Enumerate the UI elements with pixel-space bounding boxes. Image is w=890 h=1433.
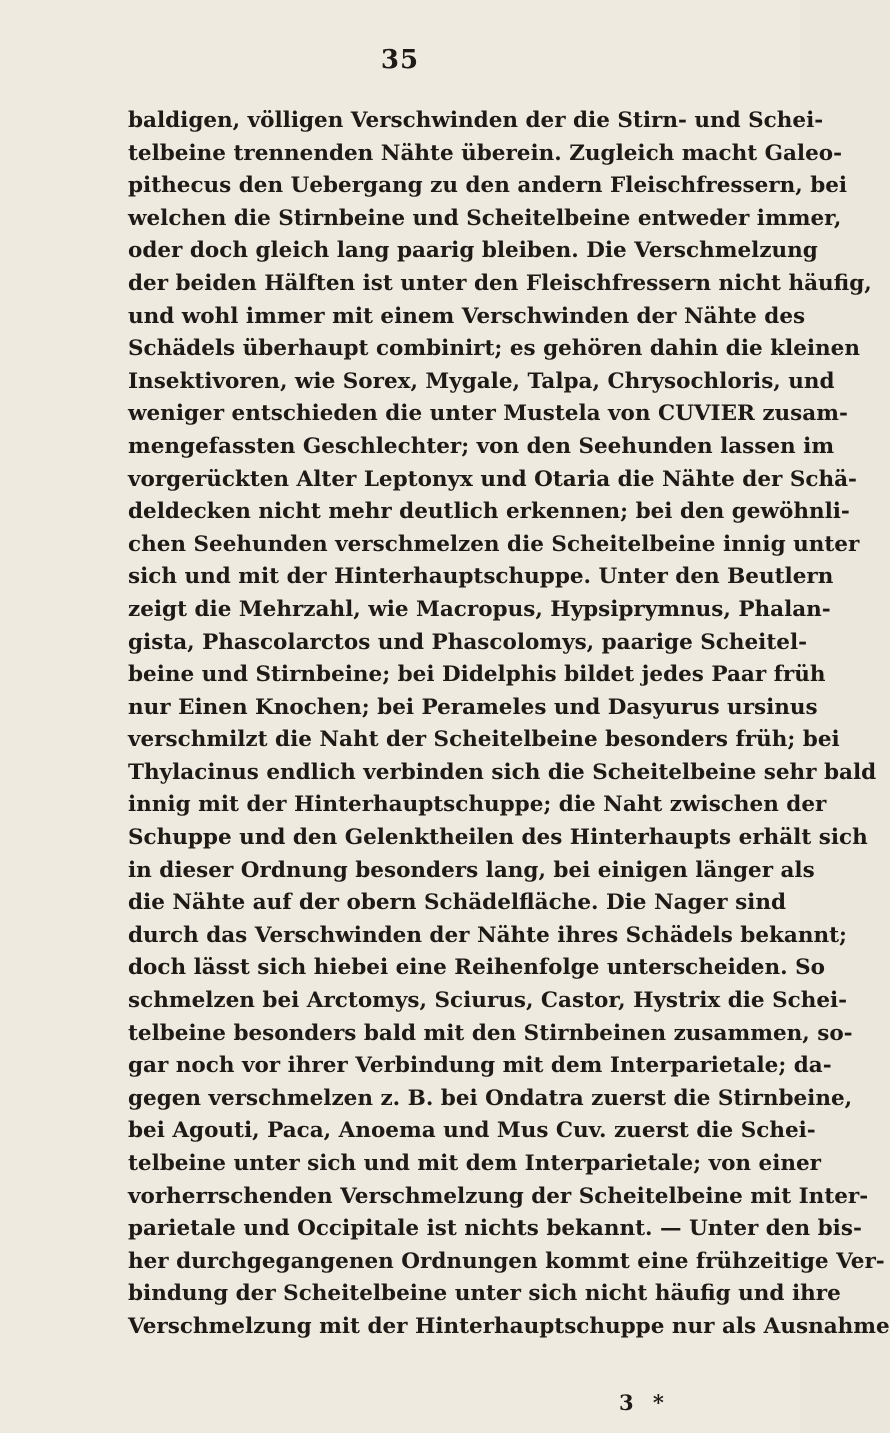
text-line: verschmilzt die Naht der Scheitelbeine besonders früh; bei	[128, 727, 840, 753]
text-line: pithecus den Uebergang zu den andern Fleischfressern, bei	[128, 173, 848, 199]
text-line: innig mit der Hinterhauptschuppe; die Naht zwischen der	[128, 792, 827, 818]
text-line: telbeine besonders bald mit den Stirnbeinen zusammen, so-	[128, 1020, 853, 1046]
text-line: Thylacinus endlich verbinden sich die Scheitelbeine sehr bald	[128, 759, 877, 785]
signature-mark: 3 *	[619, 1390, 670, 1415]
body-text	[128, 105, 890, 1344]
text-line: Insektivoren, wie Sorex, Mygale, Talpa, Chrysochloris, und	[128, 368, 835, 394]
text-line: bei Agouti, Paca, Anoema und Mus Cuv. zuerst die Schei-	[128, 1118, 816, 1144]
text-line: in dieser Ordnung besonders lang, bei einigen länger als	[128, 857, 815, 883]
text-line: mengefassten Geschlechter; von den Seehunden lassen im	[128, 433, 835, 459]
text-line: bindung der Scheitelbeine unter sich nicht häufig und ihre	[128, 1281, 841, 1307]
text-line: oder doch gleich lang paarig bleiben. Die Verschmelzung	[128, 238, 818, 264]
text-line: parietale und Occipitale ist nichts bekannt. — Unter den bis-	[128, 1216, 862, 1242]
text-line: zeigt die Mehrzahl, wie Macropus, Hypsiprymnus, Phalan-	[128, 596, 831, 622]
text-line: nur Einen Knochen; bei Perameles und Dasyurus ursinus	[128, 694, 818, 720]
text-line: beine und Stirnbeine; bei Didelphis bildet jedes Paar früh	[128, 662, 826, 688]
text-line: weniger entschieden die unter Mustela von CUVIER zusam-	[128, 401, 848, 427]
text-line: die Nähte auf der obern Schädelfläche. Die Nager sind	[128, 890, 787, 916]
text-line: und wohl immer mit einem Verschwinden der Nähte des	[128, 303, 806, 329]
text-line: Verschmelzung mit der Hinterhauptschuppe nur als Ausnahme	[128, 1313, 890, 1339]
text-line: baldigen, völligen Verschwinden der die Stirn- und Schei-	[128, 108, 824, 133]
text-line: Schädels überhaupt combinirt; es gehören dahin die kleinen	[128, 336, 860, 362]
text-line: der beiden Hälften ist unter den Fleischfressern nicht häufig,	[128, 270, 872, 296]
text-line: durch das Verschwinden der Nähte ihres Schädels bekannt;	[128, 922, 847, 948]
text-line: vorgerückten Alter Leptonyx und Otaria die Nähte der Schä-	[128, 466, 857, 492]
text-line: Schuppe und den Gelenktheilen des Hinterhaupts erhält sich	[128, 825, 868, 851]
page-number: 35	[380, 45, 420, 75]
text-line: gegen verschmelzen z. B. bei Ondatra zuerst die Stirnbeine,	[128, 1085, 853, 1111]
text-line: welchen die Stirnbeine und Scheitelbeine entweder immer,	[128, 205, 842, 231]
text-line: telbeine unter sich und mit dem Interparietale; von einer	[128, 1151, 822, 1176]
text-line: gista, Phascolarctos und Phascolomys, paarige Scheitel-	[128, 629, 808, 655]
text-line: telbeine trennenden Nähte überein. Zugleich macht Galeo-	[128, 140, 843, 166]
text-line: sich und mit der Hinterhauptschuppe. Unter den Beutlern	[128, 564, 834, 590]
text-line: gar noch vor ihrer Verbindung mit dem Interparietale; da-	[128, 1053, 832, 1079]
text-line: chen Seehunden verschmelzen die Scheitelbeine innig unter	[128, 531, 860, 557]
text-line: deldecken nicht mehr deutlich erkennen; bei den gewöhnli-	[128, 499, 850, 525]
text-line: schmelzen bei Arctomys, Sciurus, Castor, Hystrix die Schei-	[128, 988, 848, 1014]
text-line: vorherrschenden Verschmelzung der Scheitelbeine mit Inter-	[128, 1183, 869, 1209]
text-line: her durchgegangenen Ordnungen kommt eine frühzeitige Ver-	[128, 1248, 885, 1274]
text-line: doch lässt sich hiebei eine Reihenfolge unterscheiden. So	[128, 955, 825, 981]
